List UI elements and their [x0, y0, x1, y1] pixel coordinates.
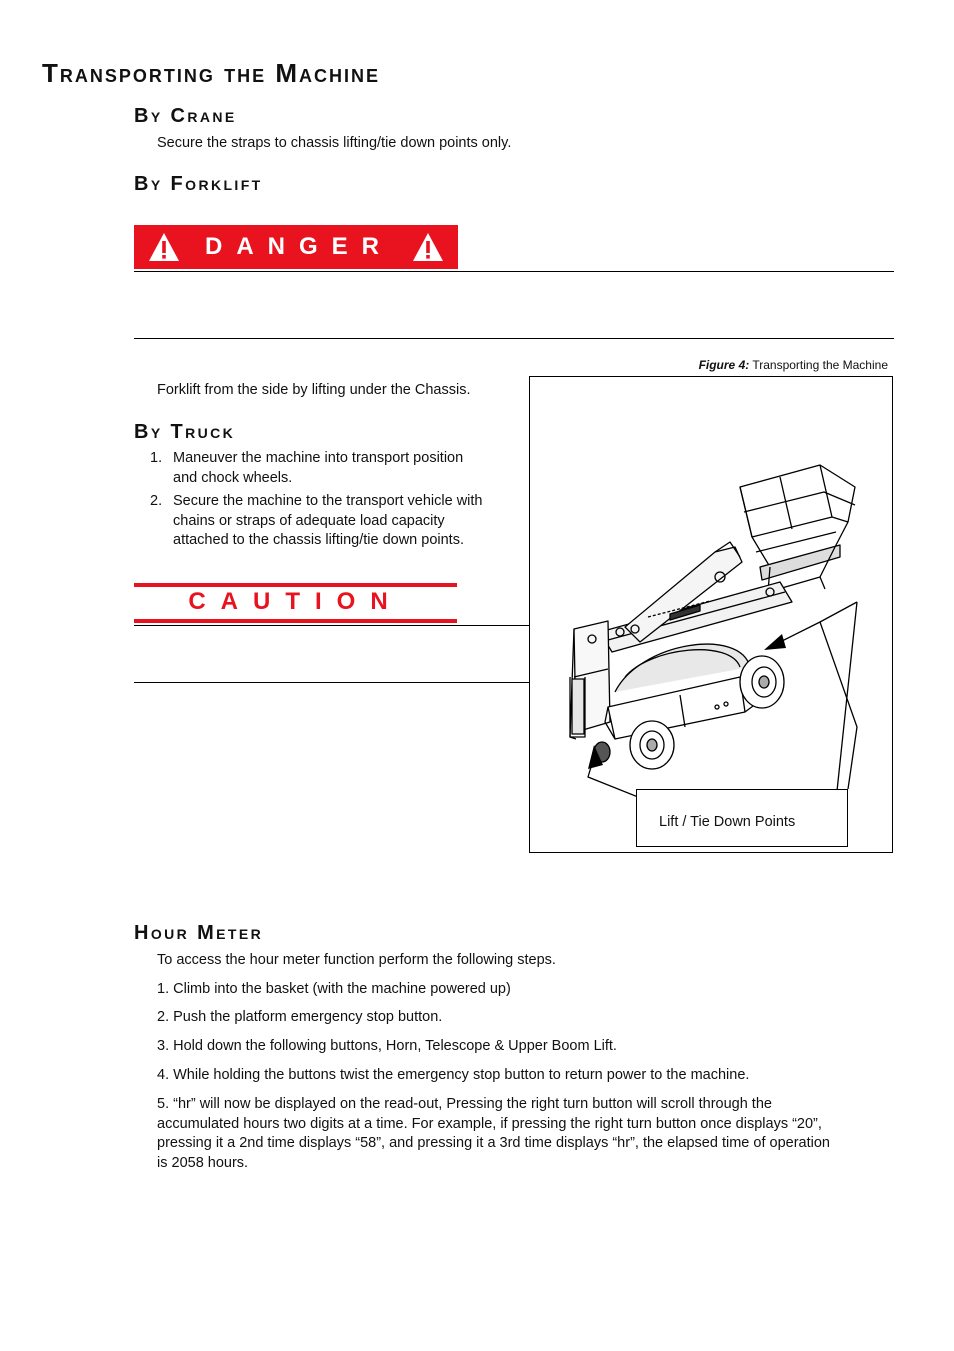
hour-meter-intro: To access the hour meter function perform the following steps.	[157, 952, 556, 968]
step-line: is 2058 hours.	[157, 1154, 249, 1171]
boom-drawing	[600, 542, 792, 652]
forklift-heading: By Forklift	[134, 173, 263, 195]
caution-label: CAUTION	[188, 588, 403, 615]
step-line: attached to the chassis lifting/tie down points.	[173, 532, 464, 548]
caution-top-rule	[134, 625, 530, 626]
crane-text: Secure the straps to chassis lifting/tie down points only.	[157, 135, 512, 151]
list-item	[150, 449, 530, 488]
step-line: accumulated hours two digits at a time. For example, if pressing the right turn button once displays “20”,	[157, 1115, 822, 1132]
basket-drawing	[740, 465, 855, 592]
danger-banner	[134, 225, 458, 269]
hour-meter-step: 3. Hold down the following buttons, Horn, Telescope & Upper Boom Lift.	[157, 1038, 617, 1054]
figure-caption-label: Figure 4:	[698, 358, 750, 372]
callout-label: Lift / Tie Down Points	[636, 789, 848, 847]
step-line: Maneuver the machine into transport position	[173, 450, 464, 466]
step-line: 5. “hr” will now be displayed on the read-out, Pressing the right turn button will scroll through the	[157, 1096, 772, 1112]
figure-caption	[600, 358, 888, 372]
step-line: and chock wheels.	[173, 469, 293, 486]
step-line: pressing it a 2nd time displays “58”, and pressing it a 3rd time displays “hr”, the elapsed time of operation	[157, 1135, 830, 1151]
danger-top-rule	[134, 271, 894, 272]
hour-meter-step-5	[157, 1095, 897, 1173]
forklift-text: Forklift from the side by lifting under the Chassis.	[157, 382, 471, 398]
warning-icon	[412, 232, 444, 262]
hour-meter-heading: Hour Meter	[134, 922, 264, 944]
caution-bottom-bar	[134, 619, 457, 623]
step-number: 1.	[150, 450, 163, 466]
step-line: Secure the machine to the transport vehicle with	[173, 493, 483, 509]
caution-bottom-rule	[134, 682, 530, 683]
figure-frame	[529, 376, 893, 853]
list-item	[150, 492, 530, 551]
page-title: Transporting the Machine	[42, 58, 380, 88]
machine-illustration	[530, 377, 892, 852]
hour-meter-step: 4. While holding the buttons twist the emergency stop button to return power to the machine.	[157, 1067, 750, 1083]
truck-heading: By Truck	[134, 421, 236, 443]
rear-wheel-drawing	[740, 656, 784, 708]
truck-steps	[150, 449, 530, 551]
hour-meter-step: 1. Climb into the basket (with the machine powered up)	[157, 981, 511, 997]
crane-heading: By Crane	[134, 105, 237, 127]
danger-bottom-rule	[134, 338, 894, 339]
warning-icon	[148, 232, 180, 262]
figure-caption-text: Transporting the Machine	[752, 358, 888, 372]
hour-meter-step: 2. Push the platform emergency stop button.	[157, 1009, 443, 1025]
step-number: 2.	[150, 493, 163, 509]
step-line: chains or straps of adequate load capacity	[173, 512, 445, 529]
danger-label: DANGER	[204, 233, 393, 260]
